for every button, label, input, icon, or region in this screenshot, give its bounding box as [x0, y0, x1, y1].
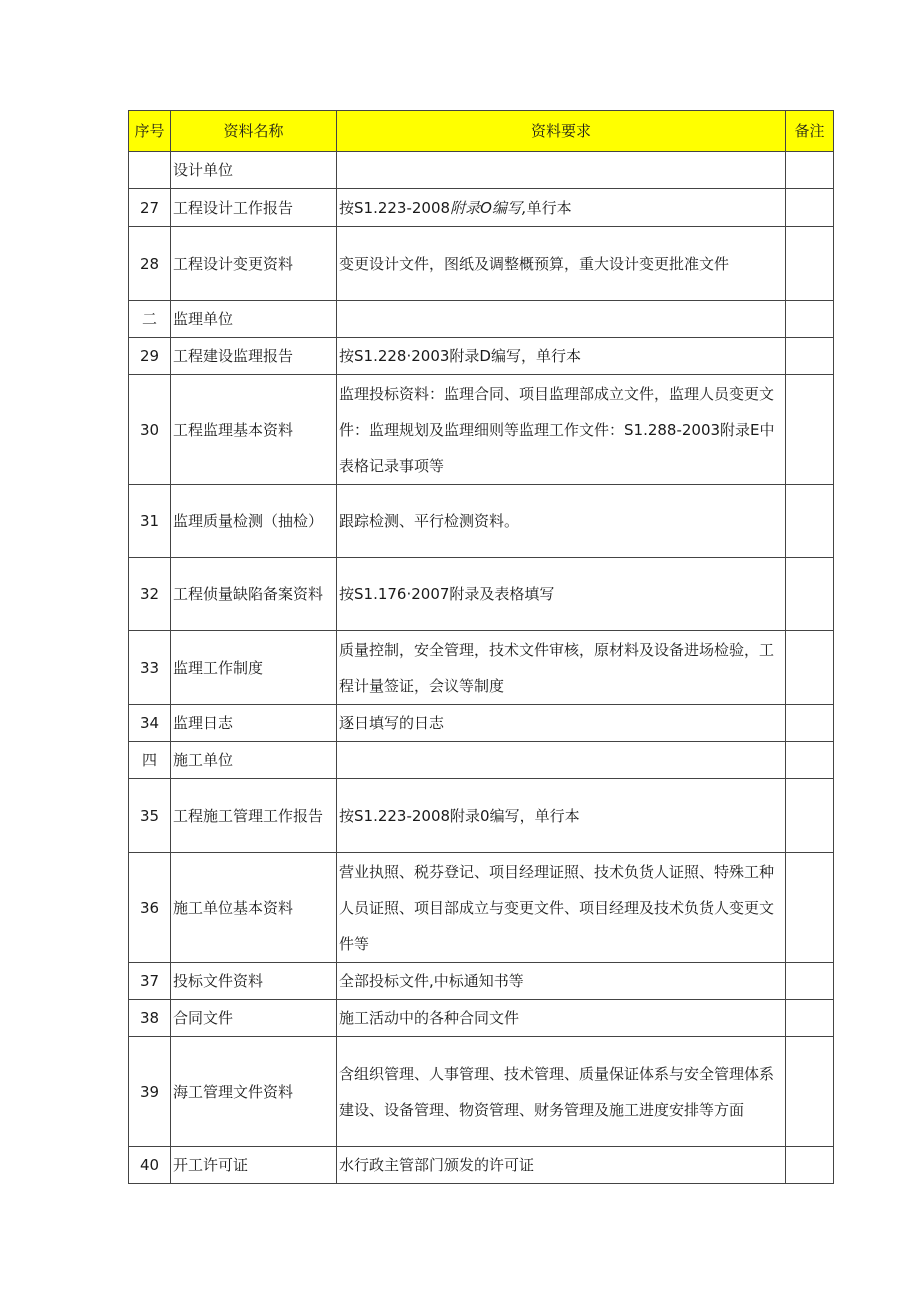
row-note: [786, 375, 834, 485]
table-row: [129, 1037, 834, 1147]
row-name: 监理日志: [171, 705, 337, 742]
row-req: 监理投标资料：监理合同、项目监理部成立文件，监理人员变更文件：监理规划及监理细则等监理工作文件：S1.288-2003附录E中表格记录事项等: [337, 375, 786, 485]
row-no: 27: [129, 189, 171, 227]
row-no: 30: [129, 375, 171, 485]
row-no: 40: [129, 1147, 171, 1184]
header-row: [129, 111, 834, 152]
req-part: 按S1.223-2008: [339, 198, 451, 217]
row-name: 施工单位基本资料: [171, 853, 337, 963]
row-name: 施工单位: [171, 742, 337, 779]
row-name: 合同文件: [171, 1000, 337, 1037]
header-req: 资料要求: [337, 111, 786, 152]
row-no: 37: [129, 963, 171, 1000]
row-no: 33: [129, 631, 171, 705]
row-no: 31: [129, 485, 171, 558]
row-no: 39: [129, 1037, 171, 1147]
row-no: [129, 152, 171, 189]
row-name: 工程监理基本资料: [171, 375, 337, 485]
row-note: [786, 1037, 834, 1147]
row-name: 工程侦量缺陷备案资料: [171, 558, 337, 631]
table-row: [129, 558, 834, 631]
row-req: 水行政主管部门颁发的许可证: [337, 1147, 786, 1184]
table-row: [129, 485, 834, 558]
row-name: 工程设计工作报告: [171, 189, 337, 227]
table-row: [129, 152, 834, 189]
row-req: 逐日填写的日志: [337, 705, 786, 742]
row-req: [337, 742, 786, 779]
table-row: [129, 705, 834, 742]
row-req: 含组织管理、人事管理、技术管理、质量保证体系与安全管理体系建设、设备管理、物资管理、财务管理及施工进度安排等方面: [337, 1037, 786, 1147]
table-row: [129, 227, 834, 301]
row-req: [337, 301, 786, 338]
row-note: [786, 1000, 834, 1037]
header-name: 资料名称: [171, 111, 337, 152]
row-note: [786, 1147, 834, 1184]
row-no: 36: [129, 853, 171, 963]
row-req: 按S1.223-2008附录0编写，单行本: [337, 779, 786, 853]
row-no: 28: [129, 227, 171, 301]
row-no: 32: [129, 558, 171, 631]
row-name: 工程建设监理报告: [171, 338, 337, 375]
row-note: [786, 485, 834, 558]
table-row: [129, 301, 834, 338]
row-req: 质量控制，安全管理，技术文件审核，原材料及设备进场检验，工程计量签证，会议等制度: [337, 631, 786, 705]
row-name: 监理单位: [171, 301, 337, 338]
row-note: [786, 301, 834, 338]
row-no: 四: [129, 742, 171, 779]
row-no: 29: [129, 338, 171, 375]
row-req: 跟踪检测、平行检测资料。: [337, 485, 786, 558]
document-table: [128, 110, 834, 1184]
table-row: [129, 963, 834, 1000]
table-row: [129, 338, 834, 375]
row-no: 38: [129, 1000, 171, 1037]
row-name: 工程施工管理工作报告: [171, 779, 337, 853]
row-name: 监理质量检测（抽检）: [171, 485, 337, 558]
req-part-italic: 附录O编写,: [450, 198, 527, 217]
row-note: [786, 189, 834, 227]
row-note: [786, 631, 834, 705]
table-row: [129, 779, 834, 853]
table-row: [129, 1147, 834, 1184]
row-name: 投标文件资料: [171, 963, 337, 1000]
table-row: [129, 853, 834, 963]
table-row: [129, 742, 834, 779]
row-name: 开工许可证: [171, 1147, 337, 1184]
row-req: 按S1.228·2003附录D编写，单行本: [337, 338, 786, 375]
row-req: 全部投标文件,中标通知书等: [337, 963, 786, 1000]
row-note: [786, 779, 834, 853]
table-row: [129, 189, 834, 227]
row-name: 监理工作制度: [171, 631, 337, 705]
header-note: 备注: [786, 111, 834, 152]
row-req: 施工活动中的各种合同文件: [337, 1000, 786, 1037]
row-req: [337, 189, 786, 227]
table-row: [129, 631, 834, 705]
row-no: 35: [129, 779, 171, 853]
row-note: [786, 227, 834, 301]
row-note: [786, 853, 834, 963]
row-note: [786, 742, 834, 779]
row-note: [786, 705, 834, 742]
row-req: 按S1.176·2007附录及表格填写: [337, 558, 786, 631]
row-req: [337, 152, 786, 189]
row-no: 34: [129, 705, 171, 742]
table-row: [129, 375, 834, 485]
row-note: [786, 338, 834, 375]
row-name: 设计单位: [171, 152, 337, 189]
table-row: [129, 1000, 834, 1037]
row-note: [786, 558, 834, 631]
row-name: 工程设计变更资料: [171, 227, 337, 301]
row-note: [786, 963, 834, 1000]
row-no: 二: [129, 301, 171, 338]
req-part: 单行本: [526, 198, 572, 217]
header-no: 序号: [129, 111, 171, 152]
row-req: 变更设计文件，图纸及调整概预算，重大设计变更批准文件: [337, 227, 786, 301]
row-req: 营业执照、税芬登记、项目经理证照、技术负货人证照、特殊工种人员证照、项目部成立与变更文件、项目经理及技术负货人变更文件等: [337, 853, 786, 963]
row-note: [786, 152, 834, 189]
row-name: 海工管理文件资料: [171, 1037, 337, 1147]
